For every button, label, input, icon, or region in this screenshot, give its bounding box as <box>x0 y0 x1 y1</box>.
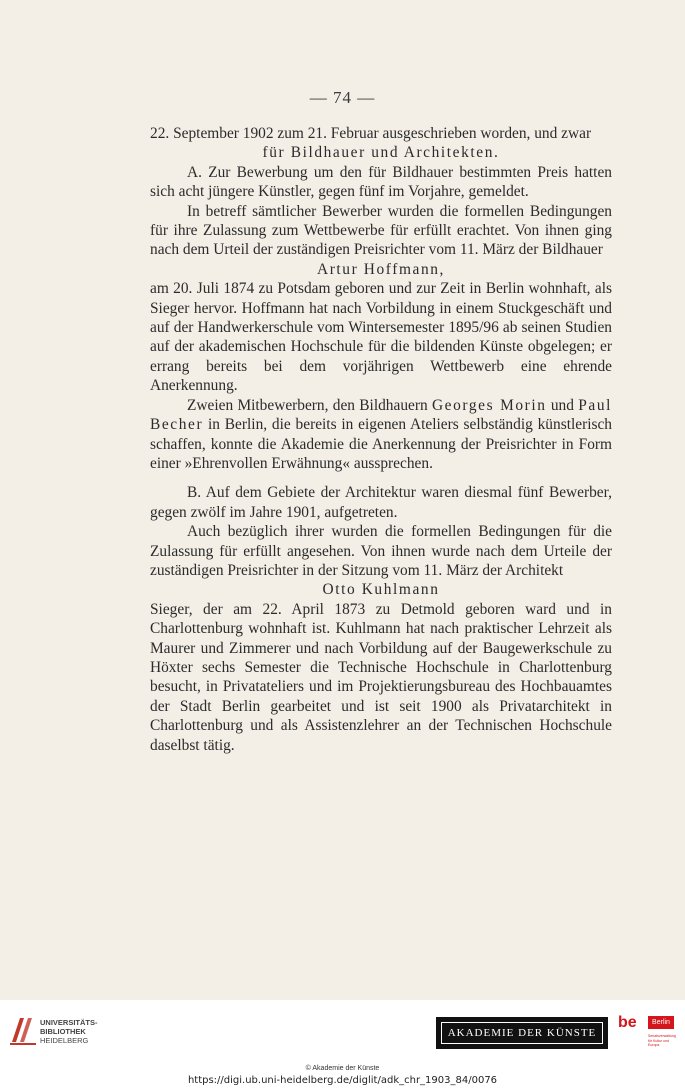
page-number: — 74 — <box>309 88 376 107</box>
winner-name-kuhlmann: Otto Kuhlmann <box>322 581 440 599</box>
ub-line-3: HEIDELBERG <box>40 1036 89 1045</box>
be-berlin-logo <box>618 1014 674 1050</box>
source-url-link[interactable]: https://digi.ub.uni-heidelberg.de/diglit/adk_chr_1903_84/0076 <box>187 1075 498 1086</box>
zweien-text-1: Zweien Mitbewerbern, den Bildhauern <box>187 396 432 414</box>
name-becher: Paul Becher <box>150 396 612 434</box>
paragraph-intro: 22. September 1902 zum 21. Februar ausgeschrieben worden, und zwar <box>150 125 592 142</box>
winner-name-hoffmann: Artur Hoffmann, <box>316 260 445 278</box>
paragraph-b: B. Auf dem Gebiete der Architektur waren diesmal fünf Bewerber, gegen zwölf im Jahre 1901, aufgetreten. <box>150 484 612 521</box>
paragraph-zweien <box>150 396 612 474</box>
university-library-logo-icon <box>8 1012 38 1048</box>
university-library-name <box>40 1018 98 1045</box>
paragraph-hoffmann: am 20. Juli 1874 zu Potsdam geboren und zur Zeit in Berlin wohnhaft, als Sieger hervor. Hoffmann hat nach Vorbildung in einem Stuckgeschäft und auf der Handwerkerschule vom Wintersemester 1895/96 ab seinen Studien auf der akademischen Hochschule für die bildenden Künste obgelegen; er errang bereits bei dem vorjährigen Wettbewerb eine ehrende Anerkennung. <box>150 280 612 395</box>
ub-line-2: BIBLIOTHEK <box>40 1027 86 1036</box>
paragraph-a: A. Zur Bewerbung um den für Bildhauer bestimmten Preis hatten sich acht jüngere Künstler, gegen fünf im Vorjahre, gemeldet. <box>150 163 612 201</box>
heading-categories: für Bildhauer und Architekten. <box>262 144 500 162</box>
zweien-text-3: in Berlin, die bereits in eigenen Ateliers selbständig künstlerisch schaffen, konnte die Akademie die Anerkennung der Preisrichter in Form einer »Ehrenvollen Erwähnung« aussprechen. <box>150 416 612 472</box>
paragraph-auch: Auch bezüglich ihrer wurden die formellen Bedingungen für die Zulassung für erfüllt angesehen. Von ihnen wurde nach dem Urteile der zuständigen Preisrichter in der Sitzung vom 11. März der Architekt <box>150 523 612 579</box>
ub-line-1: UNIVERSITÄTS- <box>40 1018 98 1027</box>
zweien-text-2: und <box>546 396 579 414</box>
akademie-logo[interactable] <box>436 1017 608 1049</box>
berlin-box: Berlin <box>648 1016 674 1029</box>
body-text <box>150 124 612 755</box>
paragraph-kuhlmann: Sieger, der am 22. April 1873 zu Detmold geboren ward und in Charlottenburg wohnhaft ist. Kuhlmann hat nach praktischer Lehrzeit als Maurer und Zimmerer und nach Vorbildung auf der Baugewerkschule zu Höxter sechs Semester die Technische Hochschule in Charlottenburg besucht, in Privatateliers und im Projektierungsbureau des Hochbauamtes der Stadt Berlin gearbeitet und ist seit 1900 als Privatarchitekt in Charlottenburg und als Assistenzlehrer an der Technischen Hochschule daselbst tätig. <box>150 600 612 754</box>
senate-caption: Senatsverwaltung für Kultur und Europa <box>648 1034 676 1047</box>
copyright-notice: © Akademie der Künste <box>305 1065 380 1072</box>
akademie-logo-text: AKADEMIE DER KÜNSTE <box>441 1022 603 1044</box>
paragraph-bedingungen: In betreff sämtlicher Bewerber wurden die formellen Bedingungen für ihre Zulassung zum Wettbewerbe für erfüllt erachtet. Von ihnen ging nach dem Urteil der zuständigen Preisrichter vom 11. März der Bildhauer <box>150 202 612 259</box>
be-word: be <box>618 1014 637 1031</box>
name-morin: Georges Morin <box>431 396 547 414</box>
